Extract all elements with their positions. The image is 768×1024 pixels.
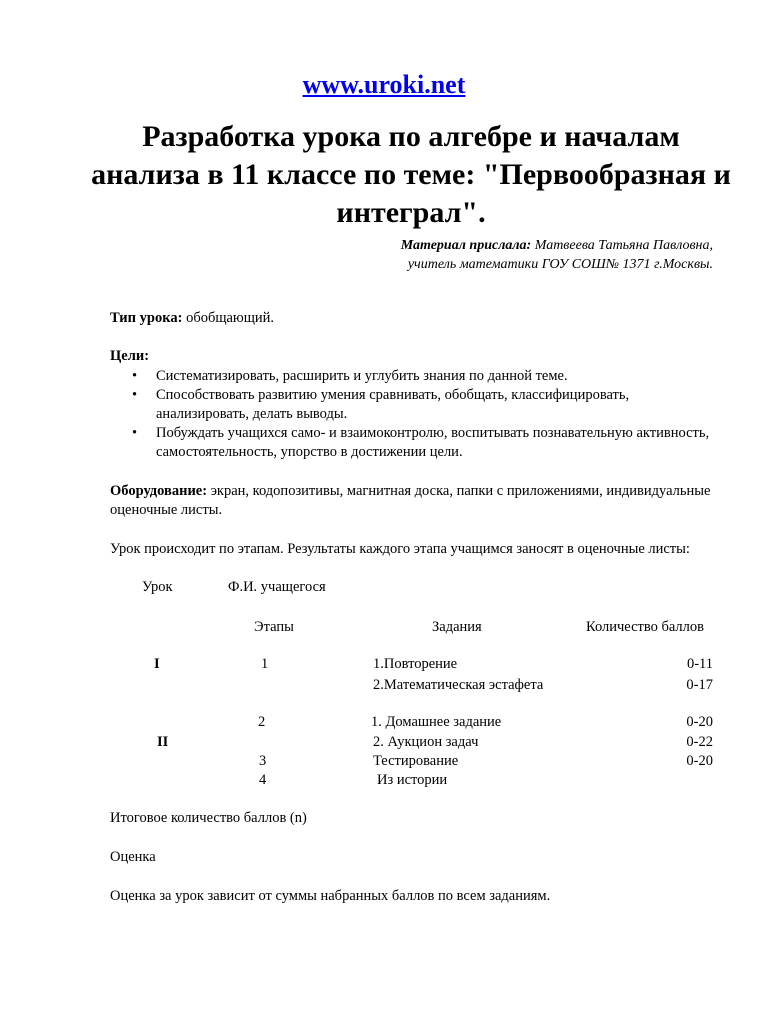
sheet-lesson-label: Урок [142,579,173,595]
table-row-stage: 2 [258,714,266,730]
bullet-icon: • [132,425,138,441]
goals-list [110,367,720,462]
bullet-icon: • [132,368,138,384]
list-item: • Побуждать учащихся само- и взаимоконтролю, воспитывать познавательную активность, самостоятельность, упорство в достижении цели. [132,425,710,460]
table-row-points: 0-11 [686,656,713,672]
intro-text: Урок происходит по этапам. Результаты каждого этапа учащимся заносят в оценочные листы: [110,541,690,557]
equipment [110,482,720,520]
grade-label: Оценка [110,849,156,865]
lesson-type-value: обобщающий. [186,310,275,326]
lesson-1-label: I [154,656,160,672]
author-block [401,236,713,274]
table-row-stage: 1 [261,656,269,672]
table-row-task: 1.Повторение [373,656,458,672]
bullet-icon: • [132,387,138,403]
author-label: Материал прислала: [400,238,532,253]
site-link[interactable]: www.uroki.net [302,70,466,99]
equipment-label: Оборудование: [110,483,208,499]
table-row-stage: 4 [259,772,267,788]
total-points-text: Итоговое количество баллов (n) [110,810,307,826]
lesson-type [110,309,720,328]
table-row-stage: 3 [259,753,267,769]
author-position: учитель математики ГОУ СОШ№ 1371 г.Москвы. [407,257,713,272]
col-stages-header: Этапы [254,619,294,635]
table-row-task: 2. Аукцион задач [373,734,479,750]
table-row-points: 0-22 [686,734,713,750]
table-row-task: Из истории [377,772,448,788]
equipment-value: экран, кодопозитивы, магнитная доска, папки с приложениями, индивидуальные оценочные листы. [110,483,711,518]
lesson-type-label: Тип урока: [110,310,183,326]
table-row-task: 1. Домашнее задание [371,714,502,730]
table-row-points: 0-20 [686,714,713,730]
list-item: • Систематизировать, расширить и углубить знания по данной теме. [132,368,568,384]
lesson-2-label: II [157,734,169,750]
col-points-header: Количество баллов [586,619,704,635]
table-row-points: 0-20 [686,753,713,769]
list-item: • Способствовать развитию умения сравнивать, обобщать, классифицировать, анализировать, делать выводы. [132,387,630,422]
table-row-task: 2.Математическая эстафета [373,677,544,693]
col-tasks-header: Задания [432,619,482,635]
author-name: Матвеева Татьяна Павловна, [534,238,713,253]
document-title: Разработка урока по алгебре и началам анализа в 11 классе по теме: "Первообразная и интеграл". [91,120,731,229]
table-row-points: 0-17 [686,677,713,693]
goals-label: Цели: [110,348,150,364]
table-row-task: Тестирование [373,753,459,769]
grade-note: Оценка за урок зависит от суммы набранных баллов по всем заданиям. [110,888,551,904]
sheet-student-label: Ф.И. учащегося [228,579,326,595]
